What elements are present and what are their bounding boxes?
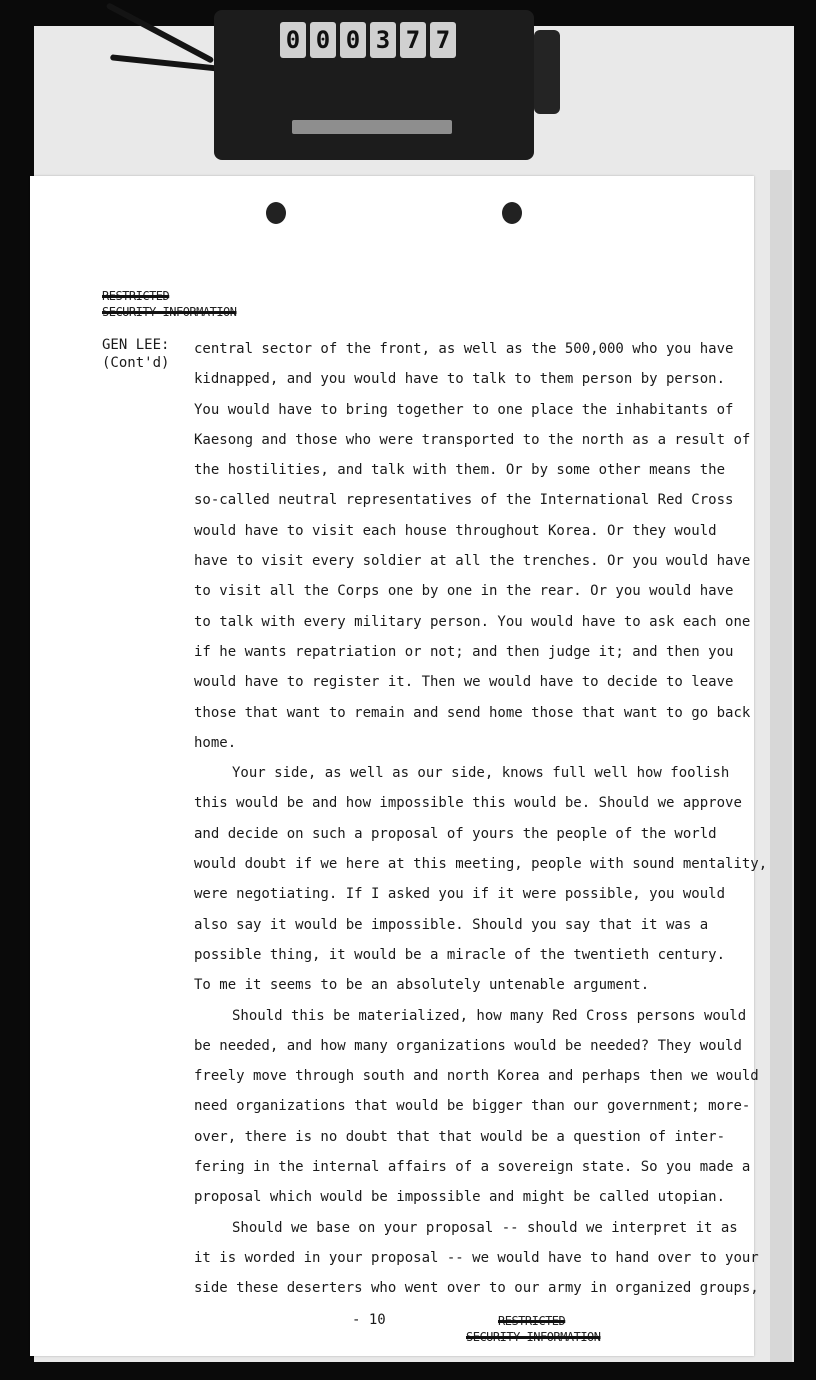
- text-line: freely move through south and north Korea and perhaps then we would: [194, 1068, 759, 1085]
- text-line: be needed, and how many organizations would be needed? They would: [194, 1037, 742, 1054]
- counter-digit: 0: [340, 22, 366, 58]
- text-line: Should this be materialized, how many Red Cross persons would: [232, 1007, 747, 1024]
- text-line: those that want to remain and send home those that want to go back: [194, 704, 751, 721]
- paragraph: [194, 758, 768, 1000]
- header-classification-restricted: RESTRICTED: [102, 289, 170, 303]
- text-line: this would be and how impossible this would be. Should we approve: [194, 795, 742, 812]
- frame-counter: [214, 10, 534, 160]
- text-line: proposal which would be impossible and might be called utopian.: [194, 1189, 726, 1206]
- text-line: so-called neutral representatives of the International Red Cross: [194, 492, 734, 509]
- punch-hole: [502, 202, 522, 224]
- speaker-label: GEN LEE: (Cont'd): [102, 337, 170, 371]
- page-number: - 10: [352, 1312, 386, 1328]
- text-line: would have to register it. Then we would have to decide to leave: [194, 674, 734, 691]
- text-line: the hostilities, and talk with them. Or by some other means the: [194, 462, 726, 479]
- counter-digit: 7: [400, 22, 426, 58]
- counter-digit: 0: [280, 22, 306, 58]
- page-edge: [770, 170, 792, 1362]
- text-line: were negotiating. If I asked you if it were possible, you would: [194, 886, 726, 903]
- counter-digits: [280, 22, 456, 58]
- text-line: it is worded in your proposal -- we would have to hand over to your: [194, 1249, 759, 1266]
- text-line: would doubt if we here at this meeting, people with sound mentality,: [194, 856, 768, 873]
- body-text: [194, 334, 768, 1304]
- counter-digit: 7: [430, 22, 456, 58]
- text-line: and decide on such a proposal of yours the people of the world: [194, 825, 717, 842]
- text-line: to visit all the Corps one by one in the rear. Or you would have: [194, 583, 734, 600]
- text-line: to talk with every military person. You would have to ask each one: [194, 613, 751, 630]
- text-line: Should we base on your proposal -- should we interpret it as: [232, 1219, 738, 1236]
- text-line: have to visit every soldier at all the trenches. Or you would have: [194, 553, 751, 570]
- text-line: central sector of the front, as well as the 500,000 who you have: [194, 341, 734, 357]
- text-line: Your side, as well as our side, knows full well how foolish: [232, 765, 730, 782]
- document-page: [30, 176, 768, 1356]
- text-line: would have to visit each house throughout Korea. Or they would: [194, 522, 717, 539]
- footer-classification-security: SECURITY INFORMATION: [466, 1330, 601, 1344]
- text-line: if he wants repatriation or not; and then judge it; and then you: [194, 643, 734, 660]
- header-classification-security: SECURITY INFORMATION: [102, 305, 237, 319]
- text-line: home.: [194, 734, 237, 751]
- text-line: need organizations that would be bigger than our government; more-: [194, 1098, 751, 1115]
- text-line: side these deserters who went over to our army in organized groups,: [194, 1280, 759, 1297]
- text-line: possible thing, it would be a miracle of the twentieth century.: [194, 946, 726, 963]
- text-line: kidnapped, and you would have to talk to them person by person.: [194, 371, 726, 388]
- counter-digit: 0: [310, 22, 336, 58]
- text-line: Kaesong and those who were transported to the north as a result of: [194, 431, 751, 448]
- counter-plate: [292, 120, 452, 134]
- paragraph: [194, 334, 751, 758]
- paragraph: [194, 1001, 759, 1213]
- text-line: also say it would be impossible. Should you say that it was a: [194, 916, 709, 933]
- counter-knob: [534, 30, 560, 114]
- text-line: You would have to bring together to one place the inhabitants of: [194, 401, 734, 418]
- text-line: over, there is no doubt that that would be a question of inter-: [194, 1128, 726, 1145]
- text-line: To me it seems to be an absolutely untenable argument.: [194, 977, 650, 994]
- punch-hole: [266, 202, 286, 224]
- counter-digit: 3: [370, 22, 396, 58]
- paragraph: [194, 1213, 759, 1304]
- text-line: fering in the internal affairs of a sovereign state. So you made a: [194, 1159, 751, 1176]
- footer-classification-restricted: RESTRICTED: [498, 1314, 566, 1328]
